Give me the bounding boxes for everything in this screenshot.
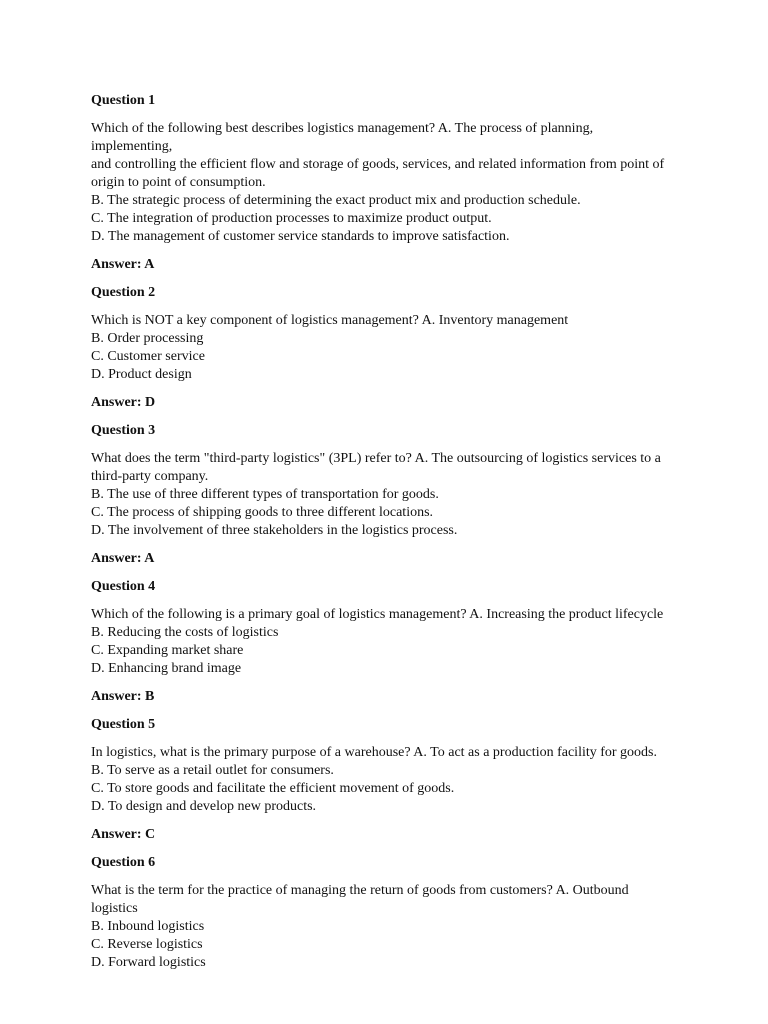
question-title: Question 6 bbox=[91, 855, 156, 870]
question-4 bbox=[91, 578, 672, 706]
question-line: What is the term for the practice of managing the return of goods from customers? A. Outbound logistics bbox=[91, 883, 629, 916]
option-d: D. Forward logistics bbox=[91, 955, 206, 970]
option-d: D. To design and develop new products. bbox=[91, 799, 317, 814]
question-text bbox=[91, 882, 672, 972]
option-b: B. Reducing the costs of logistics bbox=[91, 625, 279, 640]
question-title: Question 5 bbox=[91, 717, 156, 732]
question-title: Question 3 bbox=[91, 423, 156, 438]
answer-label: Answer: D bbox=[91, 395, 156, 410]
question-text bbox=[91, 120, 672, 246]
option-d: D. The involvement of three stakeholders in the logistics process. bbox=[91, 523, 458, 538]
option-c: C. Reverse logistics bbox=[91, 937, 203, 952]
question-text bbox=[91, 606, 672, 678]
question-1 bbox=[91, 92, 672, 274]
question-line: Which of the following is a primary goal of logistics management? A. Increasing the product lifecycle bbox=[91, 607, 664, 622]
question-title: Question 1 bbox=[91, 93, 156, 108]
question-line: and controlling the efficient flow and storage of goods, services, and related information from point of bbox=[91, 157, 665, 172]
option-b: B. The strategic process of determining the exact product mix and production schedule. bbox=[91, 193, 581, 208]
answer-label: Answer: C bbox=[91, 827, 156, 842]
question-2 bbox=[91, 284, 672, 412]
question-line: What does the term "third-party logistics" (3PL) refer to? A. The outsourcing of logistics services to a bbox=[91, 451, 661, 466]
option-b: B. Inbound logistics bbox=[91, 919, 205, 934]
option-c: C. Customer service bbox=[91, 349, 205, 364]
option-d: D. The management of customer service standards to improve satisfaction. bbox=[91, 229, 510, 244]
question-line: origin to point of consumption. bbox=[91, 175, 266, 190]
answer-label: Answer: A bbox=[91, 551, 155, 566]
question-5 bbox=[91, 716, 672, 844]
option-c: C. The integration of production processes to maximize product output. bbox=[91, 211, 492, 226]
question-line: In logistics, what is the primary purpose of a warehouse? A. To act as a production facility for goods. bbox=[91, 745, 658, 760]
question-line: Which of the following best describes logistics management? A. The process of planning, implementing, bbox=[91, 121, 594, 154]
question-title: Question 4 bbox=[91, 579, 156, 594]
option-b: B. Order processing bbox=[91, 331, 204, 346]
question-text bbox=[91, 312, 672, 384]
option-b: B. To serve as a retail outlet for consumers. bbox=[91, 763, 334, 778]
answer-label: Answer: B bbox=[91, 689, 155, 704]
question-6 bbox=[91, 854, 672, 972]
question-text bbox=[91, 450, 672, 540]
option-c: C. To store goods and facilitate the efficient movement of goods. bbox=[91, 781, 455, 796]
option-d: D. Enhancing brand image bbox=[91, 661, 242, 676]
option-d: D. Product design bbox=[91, 367, 192, 382]
option-b: B. The use of three different types of transportation for goods. bbox=[91, 487, 439, 502]
question-text bbox=[91, 744, 672, 816]
question-title: Question 2 bbox=[91, 285, 156, 300]
option-c: C. Expanding market share bbox=[91, 643, 244, 658]
question-3 bbox=[91, 422, 672, 568]
question-line: third-party company. bbox=[91, 469, 209, 484]
answer-label: Answer: A bbox=[91, 257, 155, 272]
option-c: C. The process of shipping goods to three different locations. bbox=[91, 505, 434, 520]
question-line: Which is NOT a key component of logistics management? A. Inventory management bbox=[91, 313, 569, 328]
